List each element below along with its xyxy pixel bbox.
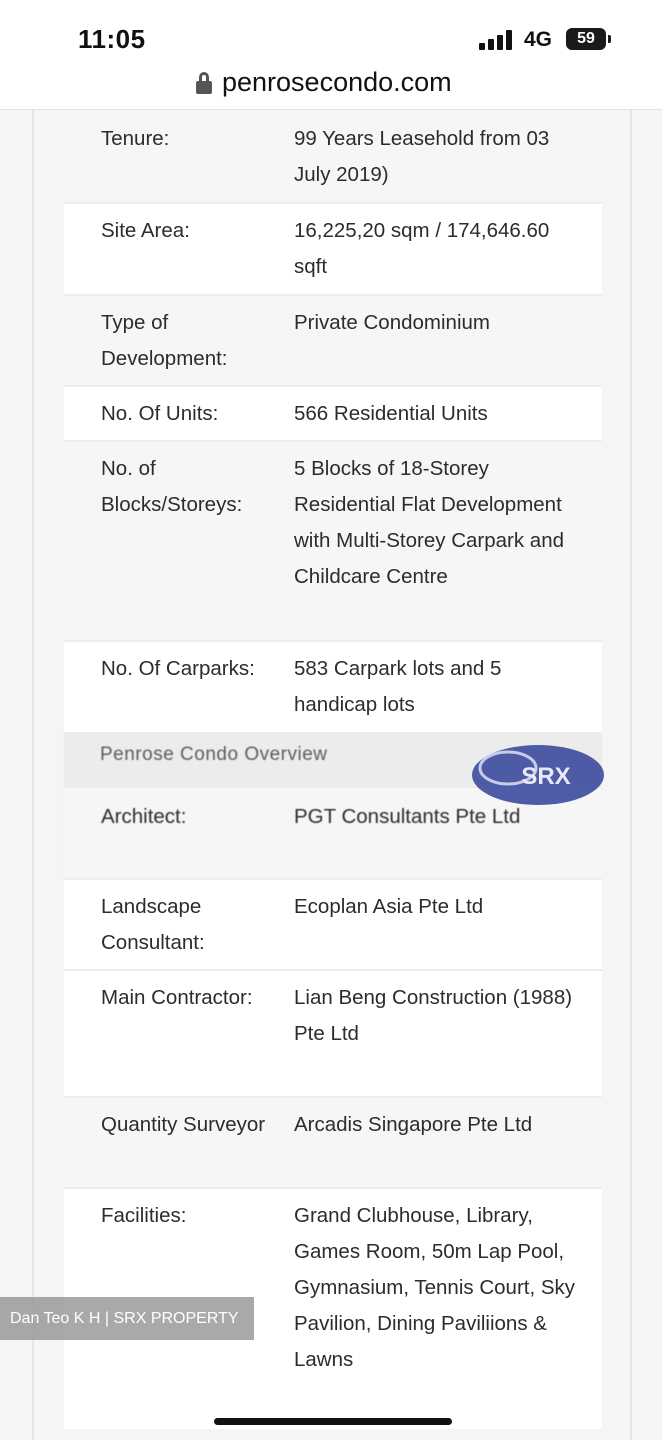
address-bar[interactable] bbox=[0, 64, 662, 110]
row-label: No. Of Carparks: bbox=[101, 657, 255, 680]
row-value: PGT Consultants Pte Ltd bbox=[294, 805, 521, 828]
row-label: No. of Blocks/Storeys: bbox=[101, 457, 243, 516]
row-value: Private Condominium bbox=[294, 311, 490, 334]
watermark: Dan Teo K H | SRX PROPERTY bbox=[0, 1297, 254, 1340]
row-label: Architect: bbox=[101, 805, 187, 828]
row-label: No. Of Units: bbox=[101, 402, 219, 425]
home-indicator[interactable] bbox=[214, 1418, 452, 1425]
row-value: 16,225,20 sqm / 174,646.60 sqft bbox=[294, 219, 550, 278]
status-bar bbox=[0, 0, 662, 64]
row-value: Lian Beng Construction (1988) Pte Ltd bbox=[294, 986, 573, 1045]
table-row-main-contractor bbox=[64, 971, 602, 1098]
table-row-blocks-storeys bbox=[64, 442, 602, 642]
status-time: 11:05 bbox=[78, 24, 146, 54]
table-row-landscape bbox=[64, 880, 602, 971]
srx-logo-icon bbox=[468, 742, 606, 808]
row-label: Main Contractor: bbox=[101, 986, 253, 1009]
table-row-site-area bbox=[64, 204, 602, 296]
overlay-caption: Penrose Condo Overview bbox=[100, 744, 328, 765]
row-label: Quantity Surveyor bbox=[101, 1113, 266, 1136]
network-type: 4G bbox=[524, 28, 553, 51]
lock-icon bbox=[196, 72, 212, 94]
signal-bars-icon bbox=[479, 30, 515, 50]
table-row-tenure bbox=[64, 112, 602, 204]
url-text[interactable]: penrosecondo.com bbox=[222, 67, 452, 97]
table-row-carparks bbox=[64, 642, 602, 734]
frame-divider-left bbox=[32, 110, 34, 1440]
row-value: 5 Blocks of 18-Storey Residential Flat Development with Multi-Storey Carpark and Childcare Centre bbox=[294, 457, 565, 588]
table-row-development-type bbox=[64, 296, 602, 387]
frame-divider-right bbox=[630, 110, 632, 1440]
table-row-units bbox=[64, 387, 602, 442]
row-label: Landscape Consultant: bbox=[101, 895, 205, 954]
row-label: Site Area: bbox=[101, 219, 190, 242]
battery-icon: 59 bbox=[566, 28, 606, 50]
row-value: 99 Years Leasehold from 03 July 2019) bbox=[294, 127, 550, 186]
row-label: Type of Development: bbox=[101, 311, 228, 370]
logo-text: SRX bbox=[521, 763, 571, 790]
table-row-quantity-surveyor bbox=[64, 1098, 602, 1189]
row-label: Facilities: bbox=[101, 1204, 187, 1227]
row-value: Grand Clubhouse, Library, Games Room, 50m Lap Pool, Gymnasium, Tennis Court, Sky Pavilion, Dining Paviliions & Lawns bbox=[294, 1204, 576, 1371]
row-value: 566 Residential Units bbox=[294, 402, 488, 425]
row-value: Arcadis Singapore Pte Ltd bbox=[294, 1113, 533, 1136]
row-value: Ecoplan Asia Pte Ltd bbox=[294, 895, 484, 918]
row-label: Tenure: bbox=[101, 127, 170, 150]
row-value: 583 Carpark lots and 5 handicap lots bbox=[294, 657, 502, 716]
battery-tip bbox=[608, 35, 611, 43]
